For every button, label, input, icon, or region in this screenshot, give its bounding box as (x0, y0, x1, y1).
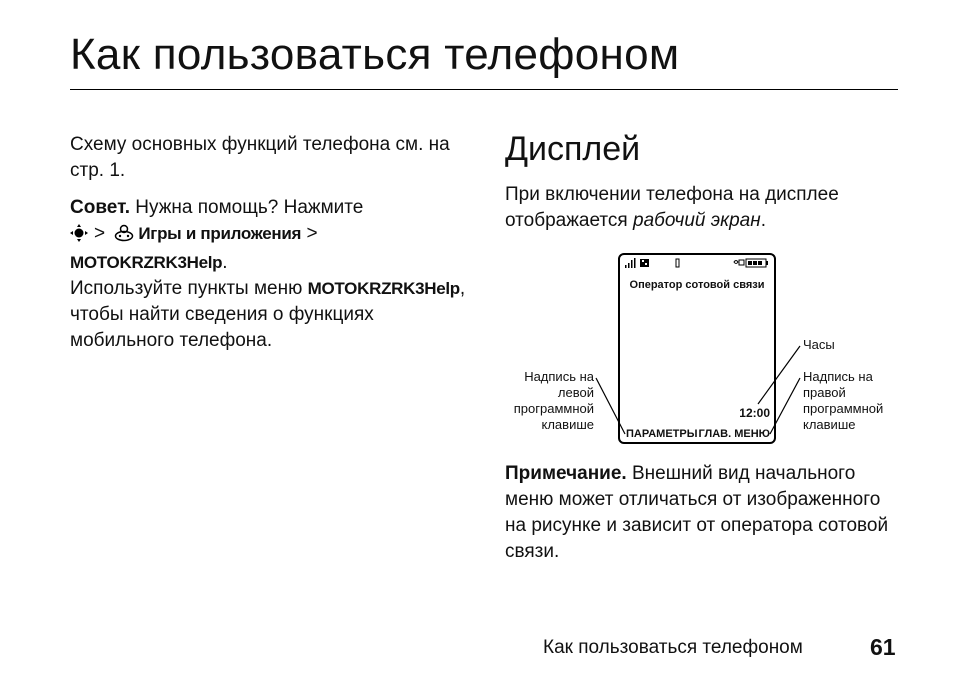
battery-icon (746, 259, 768, 267)
right-soft-key-label: ГЛАВ. МЕНЮ (698, 428, 770, 440)
footer-text: Как пользоваться телефоном (543, 637, 803, 658)
nav-key-icon (70, 224, 88, 250)
status-bar (624, 257, 770, 271)
clock-display: 12:00 (739, 406, 770, 420)
note-text: Внешний вид начального меню может отличаться от изображенного на рисунке и зависит от оператора сотовой связи. (505, 463, 889, 562)
left-soft-key-label: ПАРАМЕТРЫ (626, 428, 698, 440)
menu-help: MOTOKRZRK3Help (70, 253, 223, 272)
page-number: 61 (870, 634, 896, 660)
intro-paragraph: Схему основных функций телефона см. на стр. 1. (70, 134, 450, 181)
ring-icon (734, 260, 744, 265)
tip-label: Совет. (70, 197, 130, 218)
period: . (222, 252, 228, 273)
display-paragraph (505, 182, 885, 234)
page-title: Как пользоваться телефоном (70, 30, 680, 79)
display-text-italic: рабочий экран (633, 210, 761, 231)
use-text-2: чтобы найти сведения о функциях мобильного телефона. (70, 304, 374, 351)
menu-games-apps: Игры и приложения (138, 224, 302, 243)
note-label: Примечание. (505, 463, 627, 484)
phone-screen (618, 253, 776, 444)
comma: , (459, 278, 466, 299)
display-text-end: . (760, 210, 766, 231)
callout-right-soft-key: Надпись на правой программной клавише (803, 369, 884, 432)
games-apps-icon (114, 224, 134, 250)
callout-left-soft-key: Надпись на левой программной клавише (513, 369, 594, 432)
title-divider (70, 89, 898, 90)
carrier-name: Оператор сотовой связи (629, 279, 765, 291)
menu-separator-2: > (306, 223, 318, 244)
menu-separator: > (94, 223, 106, 244)
menu-help-2: MOTOKRZRK3Help (307, 279, 460, 298)
display-text: При включении телефона на дисплее отображается (505, 184, 839, 231)
callout-clock: Часы (803, 337, 835, 352)
section-title: Дисплей (505, 130, 641, 168)
note-paragraph (505, 461, 895, 565)
use-text: Используйте пункты меню (70, 278, 303, 299)
tip-text: Нужна помощь? Нажмите (130, 197, 364, 218)
tip-paragraph (70, 195, 470, 354)
signal-icon (625, 258, 636, 268)
